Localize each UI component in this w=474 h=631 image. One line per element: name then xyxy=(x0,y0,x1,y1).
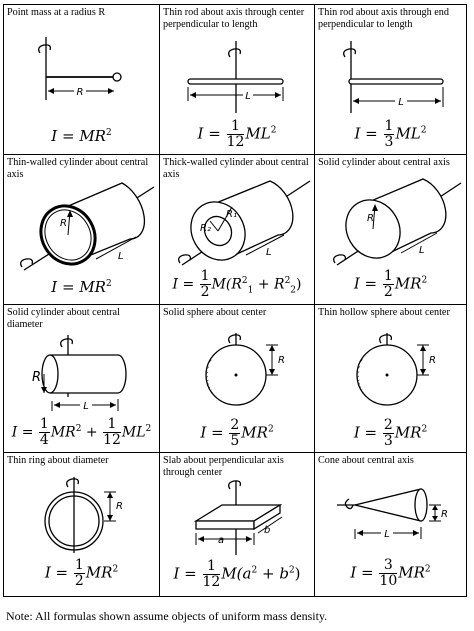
dim-label: a xyxy=(218,535,225,546)
formula-terms: M(a xyxy=(221,564,252,583)
numerator: 1 xyxy=(384,118,394,134)
denominator: 2 xyxy=(383,284,393,300)
dim-label: L xyxy=(266,247,272,258)
formula-lhs: I = xyxy=(354,124,378,143)
formula-exp: 2 xyxy=(75,423,82,434)
dim-label: b xyxy=(264,525,271,536)
formula-terms: MR xyxy=(85,563,113,582)
dim-label: R xyxy=(60,218,67,229)
cell-solid-cylinder-diameter xyxy=(4,305,160,453)
formula-terms: MR xyxy=(79,127,106,145)
formula-terms: M(R xyxy=(211,276,242,293)
formula-exp: 2 xyxy=(288,565,295,576)
formula-lhs: I = xyxy=(350,563,374,582)
formula-lhs: I = xyxy=(200,423,224,442)
formula xyxy=(315,558,466,589)
formula-table xyxy=(3,4,467,597)
fraction xyxy=(383,418,394,449)
cell-cone xyxy=(315,453,466,596)
dim-label: L xyxy=(384,529,390,540)
dim-label: L xyxy=(245,91,251,102)
caption: Thin hollow sphere about center xyxy=(318,307,450,318)
numerator: 1 xyxy=(383,268,393,284)
formula-exp: 2 xyxy=(105,128,112,138)
dim-label: R xyxy=(278,355,285,366)
cell-hollow-sphere xyxy=(315,305,466,453)
cell-solid-sphere xyxy=(160,305,315,453)
formula xyxy=(4,127,159,145)
formula-exp: 2 xyxy=(267,424,274,435)
formula-plus: + xyxy=(81,424,103,441)
denominator: 10 xyxy=(379,573,398,589)
numerator: 1 xyxy=(103,417,121,433)
numerator: 1 xyxy=(74,557,84,573)
denominator: 3 xyxy=(384,134,394,150)
formula xyxy=(4,278,159,296)
formula-terms: MR xyxy=(398,563,425,582)
fraction xyxy=(383,269,394,300)
denominator: 12 xyxy=(202,574,221,590)
numerator: 2 xyxy=(383,417,393,433)
caption: Point mass at a radius R xyxy=(7,7,106,18)
formula-lhs: I = xyxy=(44,563,69,582)
numerator: 2 xyxy=(230,417,240,433)
formula xyxy=(160,559,314,590)
denominator: 4 xyxy=(39,432,49,448)
formula-exp: 2 xyxy=(424,564,431,575)
formula-lhs: I = xyxy=(353,423,378,442)
formula-lhs: I = xyxy=(197,124,221,143)
formula xyxy=(315,119,466,150)
caption: Thin rod about axis through end perpendicular to length xyxy=(318,7,449,30)
formula-terms: ML xyxy=(395,124,421,143)
fraction xyxy=(229,418,240,449)
fraction xyxy=(200,269,211,300)
cell-thin-rod-end xyxy=(315,5,466,155)
formula-lhs: I = xyxy=(172,276,195,293)
cell-thin-ring xyxy=(4,453,160,596)
dim-label: L xyxy=(118,251,124,262)
caption: Thin rod about axis through center perpendicular to length xyxy=(163,7,305,30)
fraction xyxy=(227,119,245,150)
formula-exp: 2 xyxy=(420,125,427,136)
formula-lhs: I = xyxy=(51,127,75,145)
formula-terms: MR xyxy=(394,423,422,442)
cell-thin-walled-cylinder xyxy=(4,155,160,305)
denominator: 12 xyxy=(226,134,245,150)
formula-terms: ML xyxy=(121,424,146,441)
caption: Thin ring about diameter xyxy=(7,455,109,466)
formula xyxy=(160,269,314,300)
formula-exp: 2 xyxy=(421,275,428,286)
formula-terms: MR xyxy=(50,424,76,441)
denominator: 2 xyxy=(74,573,84,589)
fraction xyxy=(103,417,121,448)
dim-label: R₁ xyxy=(226,209,237,220)
fraction xyxy=(39,417,50,448)
dim-label: R xyxy=(429,355,436,366)
dim-label: L xyxy=(83,401,89,412)
formula-lhs: I = xyxy=(173,564,197,583)
formula-exp: 2 xyxy=(251,565,258,576)
numerator: 1 xyxy=(39,416,49,432)
caption: Cone about central axis xyxy=(318,455,414,466)
dim-label: R xyxy=(32,370,42,385)
denominator: 3 xyxy=(383,433,393,449)
numerator: 1 xyxy=(200,268,210,284)
formula-exp: 2 xyxy=(105,279,112,289)
formula xyxy=(4,558,159,589)
cell-point-mass xyxy=(4,5,160,155)
cell-solid-cylinder-axis xyxy=(315,155,466,305)
formula-plus: + b xyxy=(257,564,289,583)
fraction xyxy=(203,559,221,590)
formula xyxy=(315,269,466,300)
numerator: 3 xyxy=(379,558,397,574)
dim-label: R xyxy=(367,213,374,224)
formula-exp: 2 xyxy=(112,564,119,575)
formula-exp: 2 xyxy=(270,125,277,136)
formula-exp: 2 xyxy=(241,275,248,286)
footnote: Note: All formulas shown assume objects of uniform mass density. xyxy=(6,609,328,623)
denominator: 5 xyxy=(230,433,240,449)
formula-close: ) xyxy=(296,276,302,293)
formula-lhs: I = xyxy=(353,274,378,293)
formula-exp: 2 xyxy=(145,423,152,434)
formula-terms: MR xyxy=(394,274,422,293)
caption: Thin-walled cylinder about central axis xyxy=(7,157,149,180)
cell-thick-walled-cylinder xyxy=(160,155,315,305)
formula-exp: 2 xyxy=(284,275,291,286)
formula-sub: 2 xyxy=(290,285,297,296)
cell-thin-rod-center xyxy=(160,5,315,155)
formula-plus: + R xyxy=(253,276,285,293)
dim-label: R xyxy=(116,501,123,512)
dim-label: R₂ xyxy=(200,223,211,234)
formula-terms: MR xyxy=(241,423,268,442)
formula-terms: MR xyxy=(79,278,106,296)
denominator: 2 xyxy=(200,284,210,300)
caption: Solid sphere about center xyxy=(163,307,267,318)
formula xyxy=(160,418,314,449)
numerator: 1 xyxy=(203,559,221,575)
dim-label: R xyxy=(76,87,84,98)
cell-slab xyxy=(160,453,315,596)
formula xyxy=(160,119,314,150)
fraction xyxy=(74,558,85,589)
formula-lhs: I = xyxy=(51,278,75,296)
formula-terms: ML xyxy=(245,124,271,143)
dim-label: L xyxy=(398,97,404,108)
dim-label: R xyxy=(441,509,448,520)
fraction xyxy=(384,119,395,150)
formula-exp: 2 xyxy=(421,424,428,435)
formula-sub: 1 xyxy=(247,285,254,296)
caption: Slab about perpendicular axis through center xyxy=(163,455,284,478)
caption: Solid cylinder about central axis xyxy=(318,157,450,168)
caption: Solid cylinder about central diameter xyxy=(7,307,120,330)
caption: Thick-walled cylinder about central axis xyxy=(163,157,309,180)
formula xyxy=(4,417,159,448)
dim-label: L xyxy=(419,245,425,256)
formula xyxy=(315,418,466,449)
denominator: 12 xyxy=(103,432,121,448)
numerator: 1 xyxy=(227,119,245,135)
formula-lhs: I = xyxy=(11,424,34,441)
formula-close: ) xyxy=(294,564,301,583)
fraction xyxy=(379,558,397,589)
